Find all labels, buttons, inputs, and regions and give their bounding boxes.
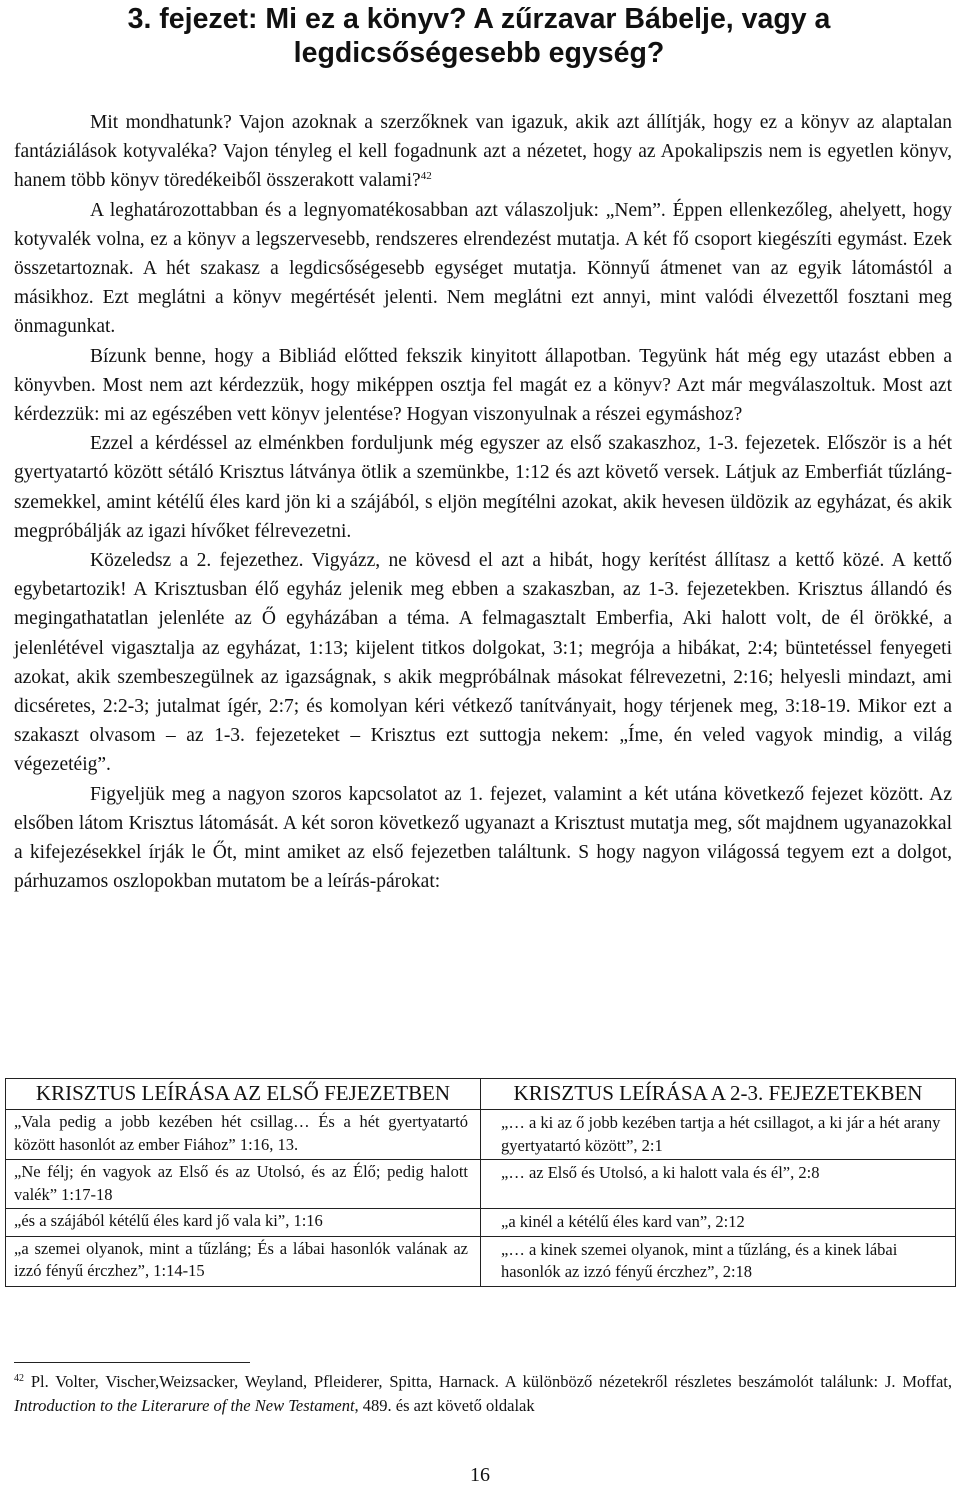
chapter-title: 3. fejezet: Mi ez a könyv? A zűrzavar Bábelje, vagy a legdicsőségesebb egység?	[127, 3, 831, 69]
table-header-first-chapter: KRISZTUS LEÍRÁSA AZ ELSŐ FEJEZETBEN	[6, 1079, 481, 1110]
table-row	[6, 1236, 956, 1286]
table-cell-chapter-1: „Ne félj; én vagyok az Első és az Utolsó, és az Élő; pedig halott valék” 1:17-18	[6, 1160, 481, 1209]
table-cell-chapter-2-3: „a kinél a kétélű éles kard van”, 2:12	[481, 1209, 956, 1237]
table-header-row	[6, 1079, 956, 1110]
paragraph-5: Közeledsz a 2. fejezethez. Vigyázz, ne kövesd el azt a hibát, hogy kerítést állítasz a kettő közé. A kettő egybetartozik! A Krisztusban élő egyház jelenik meg ebben a szakaszban, az 1-3. fejezetekben. Krisztus állandó és megingathatatlan jelenléte az Ő egyházában a téma. A felmagasztalt Emberfia, Aki halott volt, de él örökké, a jelenlétével vigasztalja az egyházat, 1:13; kijelent titkos dolgokat, 3:1; megrója a hibákat, 2:4; büntetéssel fenyegeti azokat, akik szembeszegülnek az igazságnak, s akik megpróbálnak másokat félrevezetni, 2:16; helyesli mindazt, ami dicséretes, 2:2-3; jutalmat ígér, 2:7; és komolyan kéri vétkező tanítványait, hogy térjenek meg, 3:18-19. Mikor ezt a szakaszt olvasom – az 1-3. fejezeteket – Krisztus ezt suttogja nekem: „Íme, én veled vagyok mindig, a világ végezetéig”.	[14, 550, 952, 776]
footnote-text-end: , 489. és azt követő oldalak	[354, 1396, 535, 1415]
body-text	[14, 108, 952, 896]
footnote	[14, 1370, 952, 1418]
paragraph-1-text: Mit mondhatunk? Vajon azoknak a szerzőknek van igazuk, akik azt állítják, hogy ez a könyv az alaptalan fantáziálások kotyvaléka? Vajon tényleg el kell fogadnunk azt a nézetet, hogy az Apokalipszis nem is egyetlen könyv, hanem több könyv töredékeiből összerakott valami?	[14, 112, 952, 192]
paragraph-4: Ezzel a kérdéssel az elménkben forduljunk még egyszer az első szakaszhoz, 1-3. fejezetek. Először is a hét gyertyatartó között sétáló Krisztus látványa ötlik a szemünkbe, 1:12 és azt követő versek. Látjuk az Emberfiát tűzláng-szemekkel, amint kétélű éles kard jön ki a szájából, s eljön megítélni azokat, akik hevesen üldözik az egyházat, és akik megpróbálják az igazi hívőket félrevezetni.	[14, 433, 952, 542]
table-cell-chapter-2-3: „… a ki az ő jobb kezében tartja a hét csillagot, a ki jár a hét arany gyertyatartó között”, 2:1	[481, 1110, 956, 1160]
footnote-text: Pl. Volter, Vischer,Weizsacker, Weyland, Pfleiderer, Spitta, Harnack. A különböző nézetekről részletes beszámolót találunk: J. Moffat,	[30, 1372, 953, 1391]
footnote-separator	[14, 1362, 250, 1363]
paragraph-2: A leghatározottabban és a legnyomatékosabban azt válaszoljuk: „Nem”. Éppen ellenkezőleg, ahelyett, hogy kotyvalék volna, ez a könyv a legszervesebb, rendszeres elrendezést mutatja. A két fő csoport kiegészíti egymást. Ezek összetartoznak. A hét szakasz a legdicsőségesebb egységet mutatja. Könnyű átmenet van az egyik látomástól a másikhoz. Ezt meglátni a könyv megértését jelenti. Nem meglátni ezt annyi, mint valódi élvezettől fosztani meg önmagunkat.	[14, 199, 952, 338]
table-cell-chapter-1: „a szemei olyanok, mint a tűzláng; És a lábai hasonlók valának az izzó fényű érczhez”, 1:14-15	[6, 1236, 481, 1286]
footnote-reference[interactable]: 42	[420, 170, 432, 183]
footnote-number: 42	[14, 1373, 24, 1384]
table-row	[6, 1209, 956, 1237]
table-cell-chapter-1: „Vala pedig a jobb kezében hét csillag… És a hét gyertyatartó között hasonlót az ember Fiához” 1:16, 13.	[6, 1110, 481, 1160]
comparison-table	[5, 1078, 956, 1287]
page-number: 16	[470, 1464, 490, 1486]
paragraph-1	[14, 108, 952, 196]
table-row	[6, 1110, 956, 1160]
table-cell-chapter-1: „és a szájából kétélű éles kard jő vala ki”, 1:16	[6, 1209, 481, 1237]
paragraph-3: Bízunk benne, hogy a Bibliád előtted fekszik kinyitott állapotban. Tegyünk hát még egy utazást ebben a könyvben. Most nem azt kérdezzük, hogy miképpen osztja fel magát ez a könyv? Azt már megválaszoltuk. Most azt kérdezzük: mi az egészében vett könyv jelentése? Hogyan viszonyulnak a részei egymáshoz?	[14, 345, 952, 426]
table-cell-chapter-2-3: „… a kinek szemei olyanok, mint a tűzláng, és a kinek lábai hasonlók az izzó fényű érczhez”, 2:18	[481, 1236, 956, 1286]
table-row	[6, 1160, 956, 1209]
footnote-book-title: Introduction to the Literarure of the New Testament	[14, 1396, 355, 1415]
table-cell-chapter-2-3: „… az Első és Utolsó, a ki halott vala és él”, 2:8	[481, 1160, 956, 1209]
table-header-chapters-2-3: KRISZTUS LEÍRÁSA A 2-3. FEJEZETEKBEN	[481, 1079, 956, 1110]
paragraph-6: Figyeljük meg a nagyon szoros kapcsolatot az 1. fejezet, valamint a két utána következő fejezet között. Az elsőben látom Krisztus látomását. A két soron következő ugyanazt a Krisztust mutatja meg, sőt majdnem ugyanazokkal a kifejezésekkel írják le Őt, mint amiket az első fejezetben találtunk. S hogy nagyon világossá tegyem ezt a dolgot, párhuzamos oszlopokban mutatom be a leírás-párokat:	[14, 783, 952, 893]
